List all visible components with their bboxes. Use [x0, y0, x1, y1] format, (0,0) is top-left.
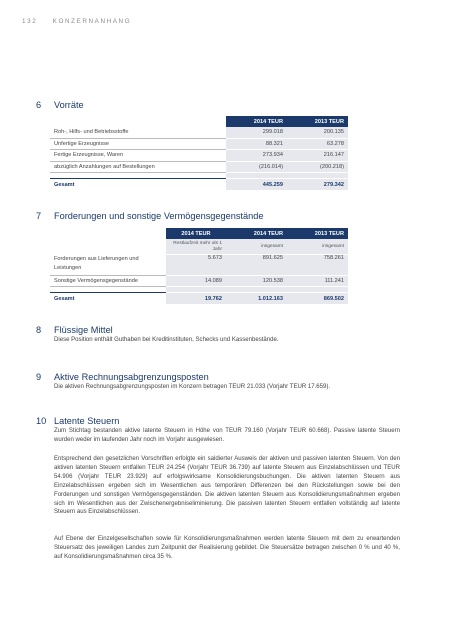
section-number: 9 — [36, 372, 42, 382]
column-header: 2014 TEUR — [166, 228, 226, 239]
cell-value: 63.278 — [287, 138, 348, 150]
section-9-text: Die aktiven Rechnungsabgrenzungsposten im Konzern betragen TEUR 21.033 (Vorjahr TEUR 17.659). — [54, 384, 331, 390]
section-8-text: Diese Position enthält Guthaben bei Kreditinstituten, Schecks und Kassenbestände. — [54, 337, 279, 343]
cell-value: 891.625 — [226, 255, 287, 276]
section-title: Forderungen und sonstige Vermögensgegenstände — [54, 211, 264, 221]
header-title: KONZERNANHANG — [52, 18, 132, 25]
cell-value: (216.014) — [226, 161, 287, 173]
cell-value: 120.538 — [226, 275, 287, 287]
cell-value: 200.135 — [287, 127, 348, 138]
cell-value: 111.241 — [287, 275, 348, 287]
table-row — [50, 127, 348, 138]
cell-value: 299.018 — [226, 127, 287, 138]
table-row — [50, 150, 348, 162]
column-header: 2013 TEUR — [287, 228, 348, 239]
cell-value: 5.673 — [166, 255, 226, 276]
section-title: Latente Steuern — [54, 416, 120, 426]
column-subheader: insgesamt — [287, 239, 348, 255]
section-number: 7 — [36, 211, 42, 221]
table-row — [50, 275, 348, 287]
section-title: Vorräte — [54, 100, 84, 110]
table-row — [50, 161, 348, 173]
section-10-paragraph-2: Entsprechend den gesetzlichen Vorschriften erfolgte ein saldierter Ausweis der aktiven und passiven latenten Steuern. Von den aktiven latenten Steuern entfallen TEUR 24.254 (Vorjahr TEUR 36.739) auf latente Steuern aus Einzelabschlüssen und TEUR 54.906 (Vorjahr TEUR 23.929) auf erfolgswirksame Konsolidierungsbuchungen. Die aktiven latenten Steuern aus Einzelabschlüssen ergeben sich im Wesentlichen aus temporären Differenzen bei den Rückstellungen sowie bei den Forderungen und sonstigen Vermögensgegenständen. Die aktiven latenten Steuern aus Konsolidierungsmaßnahmen ergeben sich im Wesentlichen aus der Zwischenergebniseliminierung. Die passiven latenten Steuern entfallen vollständig auf latente Steuern aus Einzelabschlüssen. — [54, 456, 400, 516]
column-subheader: insgesamt — [226, 239, 287, 255]
section-10-paragraph-1: Zum Stichtag bestanden aktive latente Steuern in Höhe von TEUR 79.160 (Vorjahr TEUR 60.668). Passive latente Steuern wurden weder im laufenden Jahr noch im Vorjahr ausgewiesen. — [54, 428, 400, 443]
cell-value: 216.147 — [287, 150, 348, 162]
total-label: Gesamt — [50, 179, 226, 191]
inventory-table — [50, 116, 348, 190]
total-row — [50, 293, 348, 305]
cell-value: 758.261 — [287, 255, 348, 276]
row-label: Roh-, Hilfs- und Betriebsstoffe — [50, 127, 226, 138]
row-label: Sonstige Vermögensgegenstände — [50, 275, 166, 287]
total-value: 19.762 — [166, 293, 226, 305]
column-header: 2014 TEUR — [226, 116, 287, 127]
receivables-table — [50, 228, 348, 304]
total-value: 279.342 — [287, 179, 348, 191]
table-row — [50, 138, 348, 150]
table-row — [50, 255, 348, 276]
total-value: 869.502 — [287, 293, 348, 305]
section-10-paragraph-3: Auf Ebene der Einzelgesellschaften sowie für Konsolidierungsmaßnahmen werden latente Steuern mit dem zu erwartenden Steuersatz des jeweiligen Landes zum Zeitpunkt der Realisierung gebildet. Die Steuersätze betragen zwischen 0 % und 40 %, auf Konsolidierungsmaßnahmen circa 35 %. — [54, 536, 400, 560]
cell-value: 14.089 — [166, 275, 226, 287]
cell-value: (200.218) — [287, 161, 348, 173]
cell-value: 273.934 — [226, 150, 287, 162]
running-header — [22, 18, 143, 25]
section-number: 6 — [36, 100, 42, 110]
row-label: abzüglich Anzahlungen auf Bestellungen — [50, 161, 226, 173]
page-number: 132 — [22, 18, 38, 25]
section-number: 8 — [36, 325, 42, 335]
cell-value: 88.321 — [226, 138, 287, 150]
total-label: Gesamt — [50, 293, 166, 305]
total-row — [50, 179, 348, 191]
total-value: 445.259 — [226, 179, 287, 191]
column-header: 2014 TEUR — [226, 228, 287, 239]
column-subheader: Restlaufzeit mehr als 1 Jahr — [166, 239, 226, 255]
total-value: 1.012.163 — [226, 293, 287, 305]
column-header: 2013 TEUR — [287, 116, 348, 127]
section-title: Aktive Rechnungsabgrenzungsposten — [54, 372, 209, 382]
section-title: Flüssige Mittel — [54, 325, 113, 335]
row-label: Forderungen aus Lieferungen und Leistungen — [50, 255, 166, 276]
row-label: Fertige Erzeugnisse, Waren — [50, 150, 226, 162]
row-label: Unfertige Erzeugnisse — [50, 138, 226, 150]
section-number: 10 — [36, 416, 47, 426]
